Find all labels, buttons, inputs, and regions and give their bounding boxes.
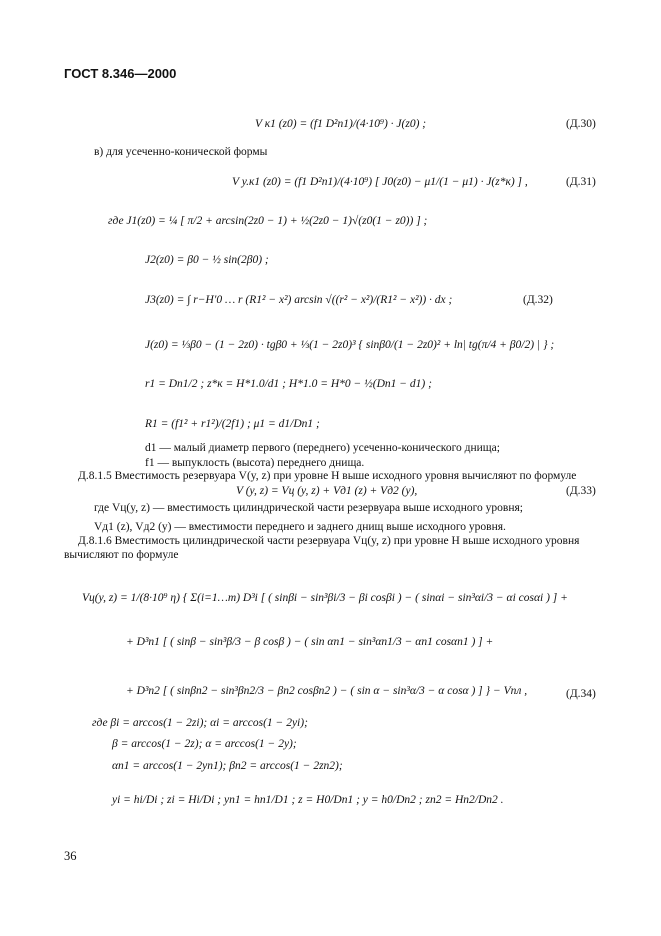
text-f1-definition: f1 — выпуклость (высота) переднего днища. bbox=[145, 457, 365, 469]
formula-d34-line3: + D³п2 [ ( sinβп2 − sin³βп2/3 − βп2 cosβп2 ) − ( sin α − sin³α/3 − α cosα ) ] } − Vпл , bbox=[126, 685, 528, 697]
document-header: ГОСТ 8.346—2000 bbox=[64, 66, 177, 81]
text-vd-definition: Vд1 (z), Vд2 (y) — вместимости переднего и заднего днищ выше исходного уровня. bbox=[94, 521, 506, 533]
formula-d34-line2: + D³п1 [ ( sinβ − sin³β/3 − β cosβ ) − ( sin αп1 − sin³αп1/3 − αп1 cosαп1 ) ] + bbox=[126, 636, 494, 648]
formula-R1-mu1: R1 = (f1² + r1²)/(2f1) ; μ1 = d1/Dп1 ; bbox=[145, 418, 320, 430]
formula-d34-number: (Д.34) bbox=[566, 688, 596, 700]
text-vc-definition: где Vц(y, z) — вместимость цилиндрической части резервуара выше исходного уровня; bbox=[94, 502, 523, 514]
formula-r1-zk-h10: r1 = Dп1/2 ; z*к = H*1.0/d1 ; H*1.0 = H*0 − ½(Dп1 − d1) ; bbox=[145, 378, 432, 390]
formula-alpha-beta-p: αп1 = arccos(1 − 2yп1); βп2 = arccos(1 − 2zп2); bbox=[112, 760, 343, 772]
formula-j2: J2(z0) = β0 − ½ sin(2β0) ; bbox=[145, 254, 269, 266]
formula-d31-number: (Д.31) bbox=[566, 176, 596, 188]
formula-d34-line1: Vц(y, z) = 1/(8·10⁹ η) { Σ(i=1…m) D³i [ ( sinβi − sin³βi/3 − βi cosβi ) − ( sinαi − sin³αi/3 − αi cosαi ) ] + bbox=[82, 592, 568, 604]
formula-beta-alpha: β = arccos(1 − 2z); α = arccos(1 − 2y); bbox=[112, 738, 297, 750]
formula-relative-levels: yi = hi/Di ; zi = Hi/Di ; yп1 = hп1/D1 ; z = H0/Dп1 ; y = h0/Dп2 ; zп2 = Hп2/Dп2 . bbox=[112, 794, 504, 806]
formula-j1: где J1(z0) = ¼ [ π/2 + arcsin(2z0 − 1) + ½(2z0 − 1)√(z0(1 − z0)) ] ; bbox=[108, 215, 428, 227]
formula-d32-number: (Д.32) bbox=[523, 294, 553, 306]
formula-d30-number: (Д.30) bbox=[566, 118, 596, 130]
formula-d31: V у.к1 (z0) = (f1 D²п1)/(4·10⁹) [ J0(z0) − μ1/(1 − μ1) · J(z*к) ] , bbox=[232, 176, 528, 188]
formula-d33-number: (Д.33) bbox=[566, 485, 596, 497]
formula-d30: V к1 (z0) = (f1 D²п1)/(4·10⁹) · J(z0) ; bbox=[255, 118, 427, 130]
clause-d8-1-5: Д.8.1.5 Вместимость резервуара V(y, z) при уровне H выше исходного уровня вычисляют по формуле bbox=[78, 470, 577, 482]
formula-beta-alpha-i: где βi = arccos(1 − 2zi); αi = arccos(1 − 2yi); bbox=[92, 717, 308, 729]
formula-d33: V (y, z) = Vц (y, z) + Vд1 (z) + Vд2 (y), bbox=[236, 485, 418, 497]
formula-j: J(z0) = ⅓β0 − (1 − 2z0) · tgβ0 + ⅓(1 − 2z0)³ { sinβ0/(1 − 2z0)² + ln| tg(π/4 + β0/2) | } ; bbox=[145, 339, 555, 351]
page-number: 36 bbox=[64, 849, 77, 863]
text-d1-definition: d1 — малый диаметр первого (переднего) усеченно-конического днища; bbox=[145, 442, 500, 454]
clause-d8-1-6: Д.8.1.6 Вместимость цилиндрической части резервуара Vц(y, z) при уровне H выше исходного уровня bbox=[78, 535, 580, 547]
clause-d8-1-6-cont: вычисляют по формуле bbox=[64, 549, 179, 561]
text-truncated-cone: в) для усеченно-конической формы bbox=[94, 146, 268, 158]
formula-j3: J3(z0) = ∫ r−H′0 … r (R1² − x²) arcsin √((r² − x²)/(R1² − x²)) · dx ; bbox=[145, 294, 453, 306]
